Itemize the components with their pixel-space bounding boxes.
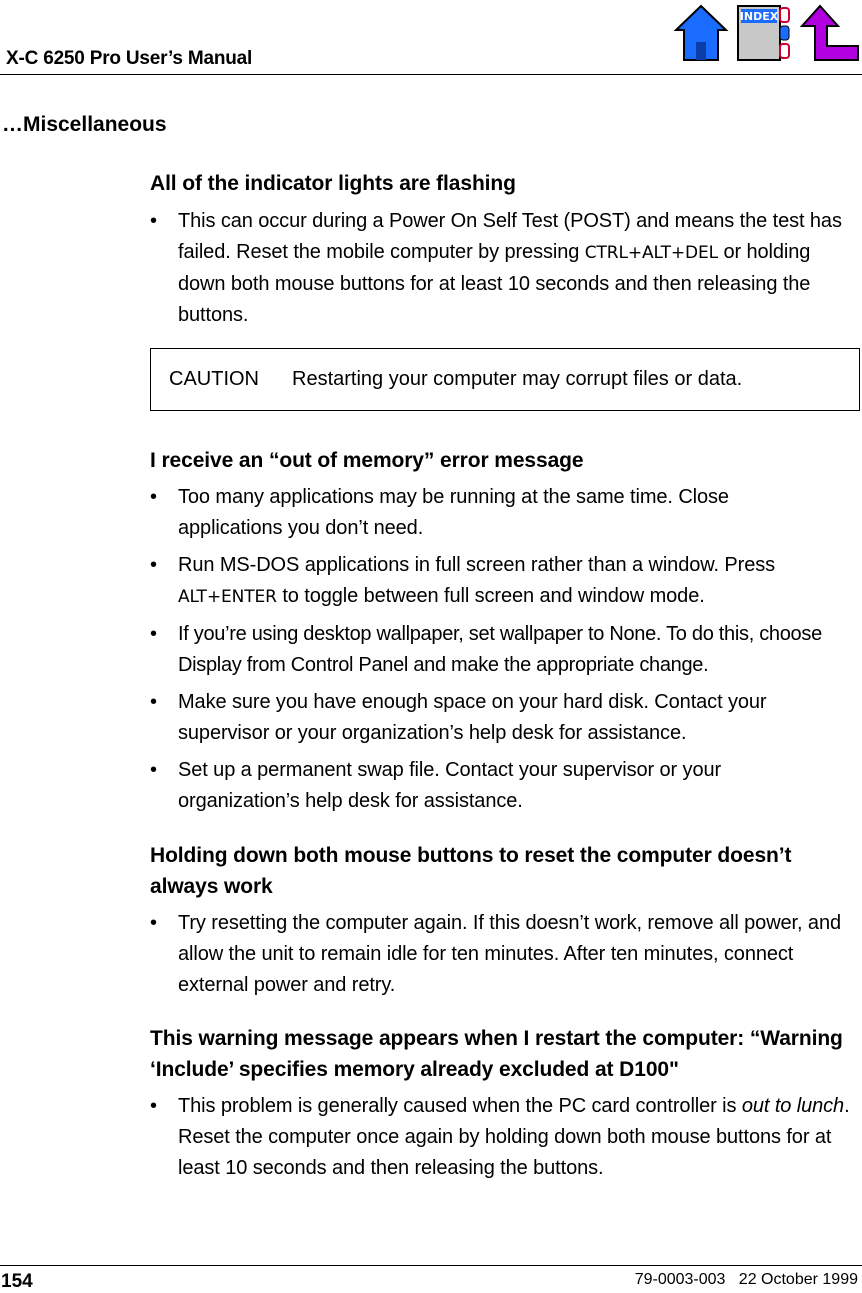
list-item: • This problem is generally caused when the PC card controller is out to lunch. Reset the computer once again by holding down both mouse buttons for at least 10 seconds and then releasing the buttons. [150,1091,858,1184]
section-title: …Miscellaneous [2,113,167,136]
list-item: • Try resetting the computer again. If this doesn’t work, remove all power, and allow the unit to remain idle for ten minutes. After ten minutes, connect external power and retry. [150,908,848,1001]
content [150,168,862,1184]
list-item: • This can occur during a Power On Self Test (POST) and means the test has failed. Reset the mobile computer by pressing CTRL+ALT+DEL or holding down both mouse buttons for at least 10 seconds and then releasing the buttons. [150,206,862,331]
footer-rule [0,1265,862,1266]
index-icon[interactable] [736,2,792,64]
caution-text: Restarting your computer may corrupt files or data. [292,368,743,390]
topic-heading: All of the indicator lights are flashing [150,172,516,195]
doc-date: 22 October 1999 [738,1271,858,1288]
list-item: • Too many applications may be running at the same time. Close applications you don’t need. [150,482,818,544]
caution-label: CAUTION [169,368,259,390]
footer-doc-info [635,1271,858,1289]
manual-title: X-C 6250 Pro User’s Manual [6,48,253,69]
home-icon[interactable] [672,2,730,64]
up-arrow-icon[interactable] [800,2,862,64]
list-item: • Make sure you have enough space on your hard disk. Contact your supervisor or your organization’s help desk for assistance. [150,687,848,749]
index-label: INDEX [739,10,779,23]
topic-heading: Holding down both mouse buttons to reset the computer doesn’t always work [150,844,792,898]
page-number: 154 [1,1271,33,1292]
header-rule [0,74,862,75]
doc-id: 79-0003-003 [634,1271,726,1288]
list-item: • If you’re using desktop wallpaper, set wallpaper to None. To do this, choose Display from Control Panel and make the appropriate change. [150,619,862,681]
topic-warning-message [150,1023,862,1184]
topic-mouse-reset [150,840,862,1001]
topic-indicator-lights [150,168,862,411]
topic-heading: This warning message appears when I restart the computer: “Warning ‘Include’ specifies memory already excluded at D100" [150,1027,843,1081]
caution-box [150,348,860,411]
topic-heading: I receive an “out of memory” error message [150,449,584,472]
topic-out-of-memory [150,445,862,817]
list-item: • Set up a permanent swap file. Contact your supervisor or your organization’s help desk for assistance. [150,755,818,817]
list-item: • Run MS-DOS applications in full screen rather than a window. Press ALT+ENTER to toggle between full screen and window mode. [150,550,862,613]
